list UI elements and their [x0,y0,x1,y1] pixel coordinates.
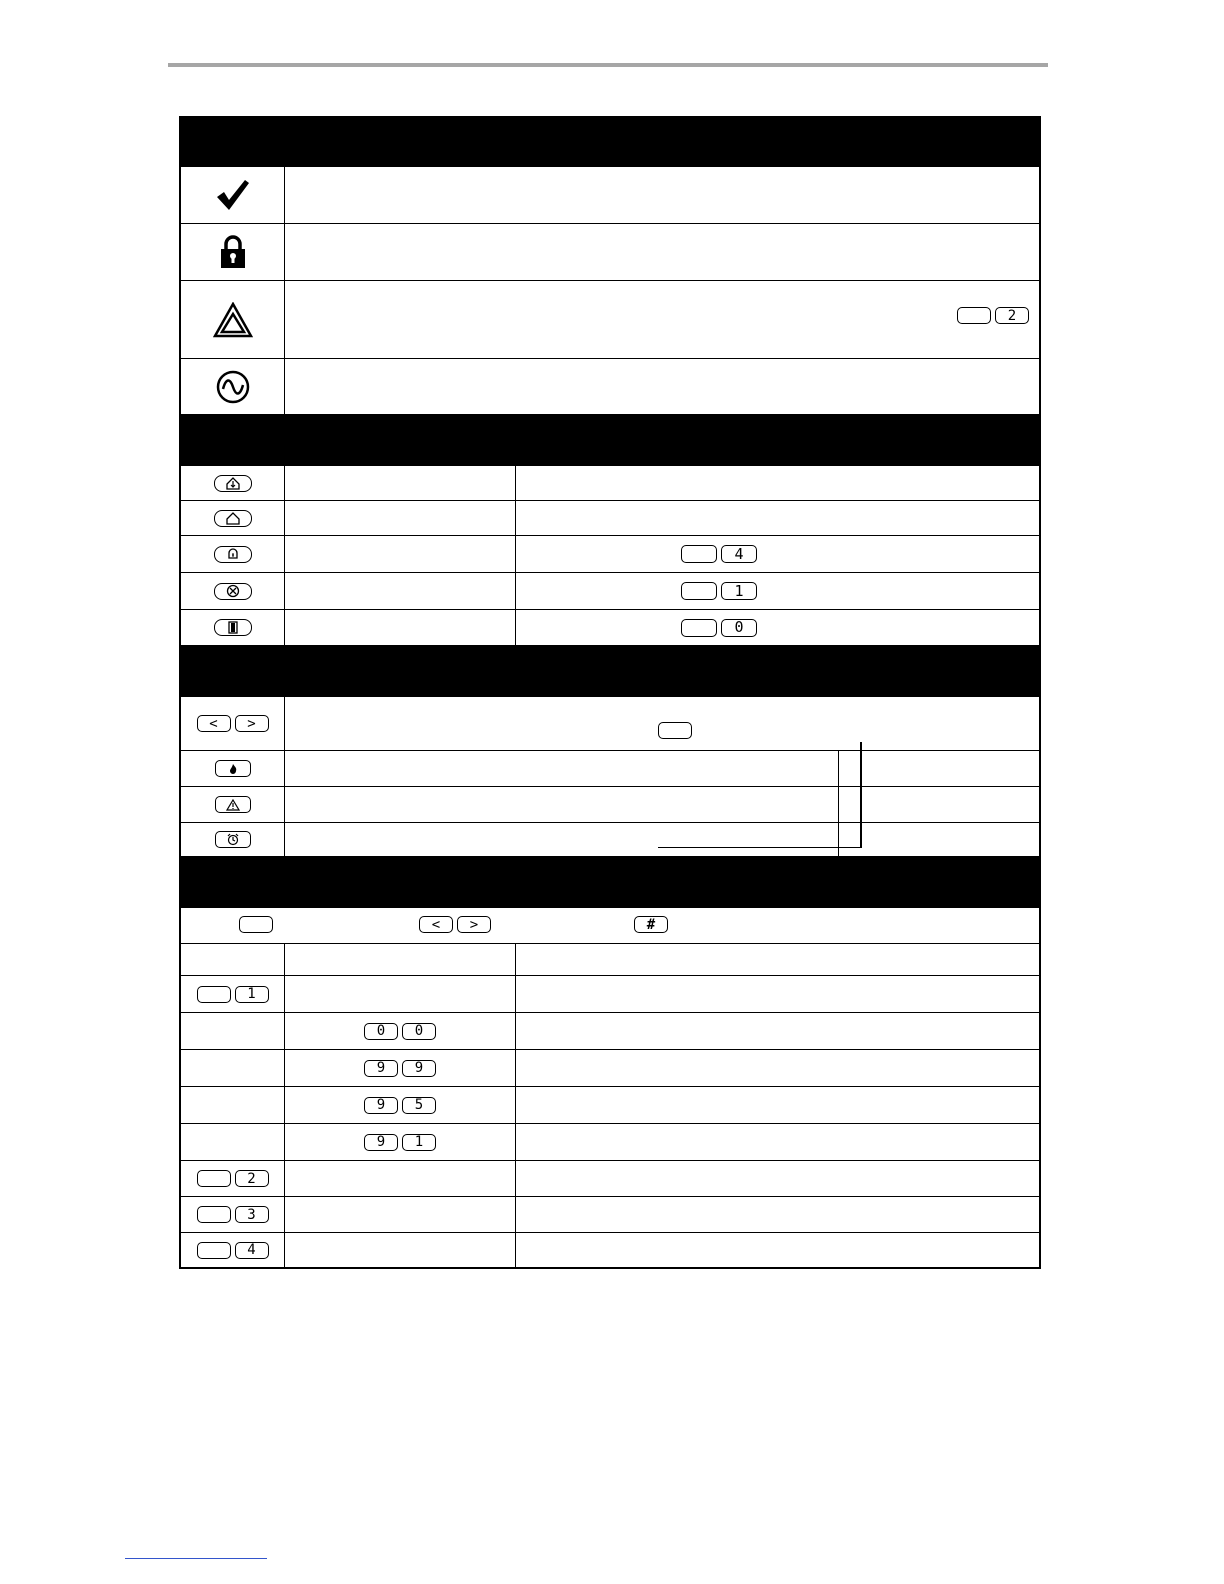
func-row-1-00 [179,1013,1041,1050]
arm-row-cancel [179,573,1041,610]
key-right: > [235,715,269,732]
check-icon [215,178,251,212]
key-9: 9 [364,1097,398,1114]
cancel-button-icon [214,583,252,600]
section-header-navigation [179,646,1041,697]
key-blank [681,619,717,637]
key-blank [658,722,692,739]
arm-row-home [179,501,1041,536]
lock-icon [219,235,247,269]
nav-row-scroll [179,697,1041,751]
func-row-4 [179,1233,1041,1269]
key-9: 9 [364,1060,398,1077]
section-header-arming [179,415,1041,466]
indicator-row-ready [179,167,1041,224]
arm-row-chime [179,536,1041,573]
chime-button-icon [214,546,252,563]
key-blank [197,1170,231,1187]
panic-button-icon [215,831,251,848]
footer-link-underline [125,1558,267,1559]
arm-home-button-icon [214,510,252,527]
key-2: 2 [995,307,1029,324]
section-header-functions [179,857,1041,908]
key-0: 0 [402,1023,436,1040]
func-row-1-95 [179,1087,1041,1124]
section-header-indicators [179,116,1041,167]
emergency-row-panic [179,823,1041,857]
arm-row-exit [179,610,1041,646]
key-4: 4 [721,545,757,563]
func-row-header [179,944,1041,976]
func-row-1-91 [179,1124,1041,1161]
key-5: 5 [402,1097,436,1114]
key-blank [197,986,231,1003]
top-rule [168,63,1048,67]
arm-row-away [179,466,1041,501]
key-right: > [457,916,491,933]
key-1: 1 [235,986,269,1003]
key-blank [681,545,717,563]
func-row-3 [179,1197,1041,1233]
arm-away-button-icon [214,475,252,492]
quick-reference-table [179,116,1041,1269]
emergency-button-icon [215,796,251,813]
key-9: 9 [402,1060,436,1077]
func-row-1 [179,976,1041,1013]
key-blank [197,1242,231,1259]
exit-door-button-icon [214,619,252,636]
emergency-row-emergency [179,787,1041,823]
key-0: 0 [364,1023,398,1040]
key-left: < [419,916,453,933]
key-1: 1 [402,1134,436,1151]
key-blank [957,307,991,324]
func-row-intro [179,908,1041,944]
emergency-merged-cell [658,742,862,848]
fire-button-icon [215,760,251,777]
key-1: 1 [721,582,757,600]
func-row-1-99 [179,1050,1041,1087]
indicator-row-ac-power [179,359,1041,415]
trouble-triangle-icon [213,302,253,338]
key-0: 0 [721,619,757,637]
key-left: < [197,715,231,732]
key-hash: # [634,916,668,933]
indicator-row-trouble [179,281,1041,359]
key-4: 4 [235,1242,269,1259]
key-blank [681,582,717,600]
key-blank [239,916,273,933]
key-9: 9 [364,1134,398,1151]
key-2: 2 [235,1170,269,1187]
ac-power-icon [215,369,251,405]
key-3: 3 [235,1206,269,1223]
emergency-row-fire [179,751,1041,787]
key-blank [197,1206,231,1223]
func-row-2 [179,1161,1041,1197]
indicator-row-armed [179,224,1041,281]
